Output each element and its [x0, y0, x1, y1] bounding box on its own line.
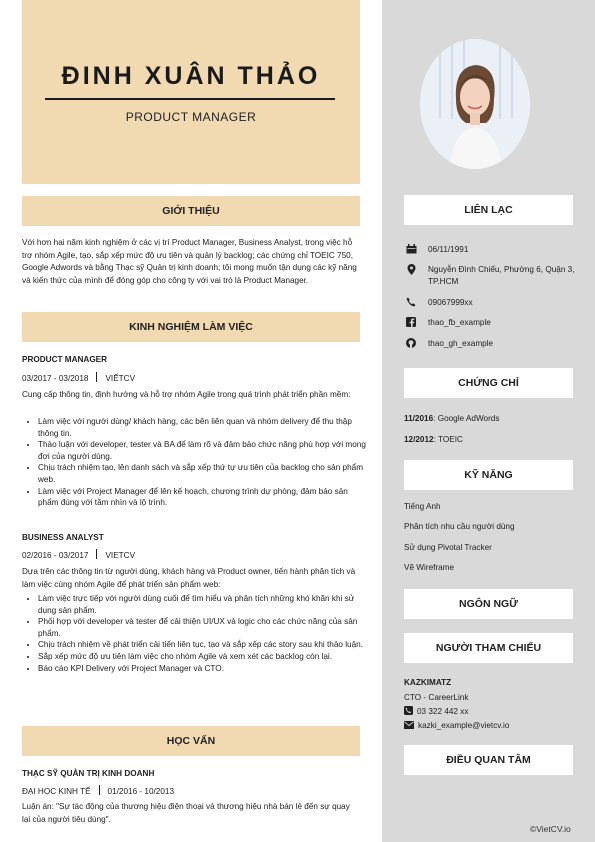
calendar-icon [404, 244, 418, 256]
job-description: Dựa trên các thông tin từ người dùng, khách hàng và Product owner, tiến hành phân tích và làm việc cùng nhóm Agile để phát triển sản phẩm web: [22, 567, 356, 589]
section-education-header: HỌC VẤN [22, 726, 360, 756]
job-company: VIẾTCV [105, 374, 136, 383]
list-item: • Thảo luận với developer, tester và BA để làm rõ và đảm bảo chức năng phù hợp với mong đợi của người dùng. [38, 439, 368, 462]
certificate-name: : TOEIC [433, 435, 463, 444]
skill-item: Tiếng Anh [404, 502, 441, 511]
job-title: PRODUCT MANAGER [22, 355, 108, 364]
candidate-name: ĐINH XUÂN THẢO [61, 62, 321, 90]
contact-text: Nguyễn Đình Chiểu, Phường 6, Quận 3, TP.HCM [428, 265, 575, 286]
certificate-date: 11/2016 [404, 414, 434, 423]
job-company: VIETCV [105, 551, 136, 560]
header-box [22, 0, 360, 184]
job-meta [22, 549, 135, 560]
candidate-role: PRODUCT MANAGER [125, 110, 257, 124]
section-skills-header: KỸ NĂNG [404, 460, 573, 490]
facebook-icon [404, 317, 418, 329]
copyright-text: ©VietCV.io [530, 824, 571, 834]
reference-name: KAZKIMATZ [404, 678, 452, 687]
list-item: • Chịu trách nhiệm tạo, lên danh sách và sắp xếp thứ tự ưu tiên của backlog cho sản phẩm web. [38, 462, 368, 485]
contact-text: thao_gh_example [428, 339, 494, 348]
section-contact-header: LIÊN LẠC [404, 195, 573, 225]
skill-item: Phân tích nhu cầu người dùng [404, 522, 515, 531]
list-item: • Sắp xếp mức độ ưu tiên làm việc cho nhóm Agile và xem xét các backlog còn lại. [38, 651, 368, 663]
location-icon [404, 264, 418, 276]
section-intro-header: GIỚI THIỆU [22, 196, 360, 226]
section-certificates-header: CHỨNG CHỈ [404, 368, 573, 398]
section-languages-header: NGÔN NGỮ [404, 589, 573, 619]
skill-item: Sử dụng Pivotal Tracker [404, 543, 492, 552]
education-dates: 01/2016 - 10/2013 [107, 787, 175, 796]
list-item: • Chịu trách nhiệm về phát triển cải tiến liên tục, tạo và sắp xếp các story sau khi thảo luận. [38, 639, 368, 651]
phone-square-icon [404, 706, 413, 715]
list-item: • Báo cáo KPI Delivery với Project Manager và CTO. [38, 663, 368, 675]
reference-phone-text: 03 322 442 xx [417, 707, 469, 716]
job-dates: 02/2016 - 03/2017 [22, 551, 89, 560]
list-item: • Làm việc với Project Manager để lên kế hoạch, chương trình dự phòng, đảm bảo sản phẩm đúng với tầm nhìn và lộ trình. [38, 486, 368, 509]
section-references-header: NGƯỜI THAM CHIẾU [404, 633, 573, 663]
contact-text: thao_fb_example [428, 318, 491, 327]
reference-email [404, 720, 579, 732]
thesis-text: Luận án: "Sự tác động của thương hiệu điện thoại và thương hiệu nhà bán lẻ đến sự quay lại của người tiêu dùng". [22, 802, 350, 824]
skill-item: Vẽ Wireframe [404, 563, 455, 572]
degree-title: THẠC SỸ QUẢN TRỊ KINH DOANH [22, 769, 155, 778]
section-interests-header: ĐIỀU QUAN TÂM [404, 745, 573, 775]
envelope-icon [404, 721, 414, 729]
education-meta [22, 785, 174, 796]
certificate-item [404, 434, 579, 446]
reference-phone [404, 706, 579, 718]
section-experience-header: KINH NGHIỆM LÀM VIỆC [22, 312, 360, 342]
school-name: ĐẠI HỌC KINH TẾ [22, 787, 91, 796]
reference-email-text: kazki_example@vietcv.io [418, 721, 510, 730]
job-meta [22, 372, 135, 383]
certificate-name: : Google AdWords [433, 414, 500, 423]
certificate-date: 12/2012 [404, 435, 434, 444]
job-title: BUSINESS ANALYST [22, 533, 104, 542]
job-description: Cung cấp thông tin, định hướng và hỗ trợ nhóm Agile trong quá trình phát triển phần mềm: [22, 390, 351, 399]
reference-title: CTO - CareerLink [404, 693, 469, 702]
job-dates: 03/2017 - 03/2018 [22, 374, 89, 383]
name-underline [45, 98, 335, 100]
github-icon [404, 338, 418, 350]
job-bullets [22, 416, 368, 509]
job-bullets [22, 593, 368, 674]
list-item: • Phối hợp với developer và tester để cải thiện UI/UX và logic cho các chức năng của sản phẩm. [38, 616, 368, 639]
profile-photo [420, 39, 530, 169]
list-item: • Làm việc với người dùng/ khách hàng, các bên liên quan và nhóm delivery để thu thập thông tin. [38, 416, 368, 439]
contact-text: 09067999xx [428, 298, 473, 307]
certificate-item [404, 413, 579, 425]
intro-text: Với hơn hai năm kinh nghiệm ở các vị trí Product Manager, Business Analyst, trong việc hỗ trợ nhóm Agile, tạo, sắp xếp mức độ ưu tiên và quản lý backlog; các chứng chỉ TOEIC 750, Google Adwords và bằng Thạc sỹ Quản trị kinh doanh; tôi mong muốn tận dụng các kỹ năng và kiến thức của mình để đóng góp cho công ty với vai trò là Product Manager. [22, 238, 357, 285]
phone-icon [404, 297, 418, 309]
contact-text: 06/11/1991 [428, 245, 469, 254]
list-item: • Làm việc trực tiếp với người dùng cuối để tìm hiểu và phân tích những khó khăn khi sử dụng sản phẩm. [38, 593, 368, 616]
